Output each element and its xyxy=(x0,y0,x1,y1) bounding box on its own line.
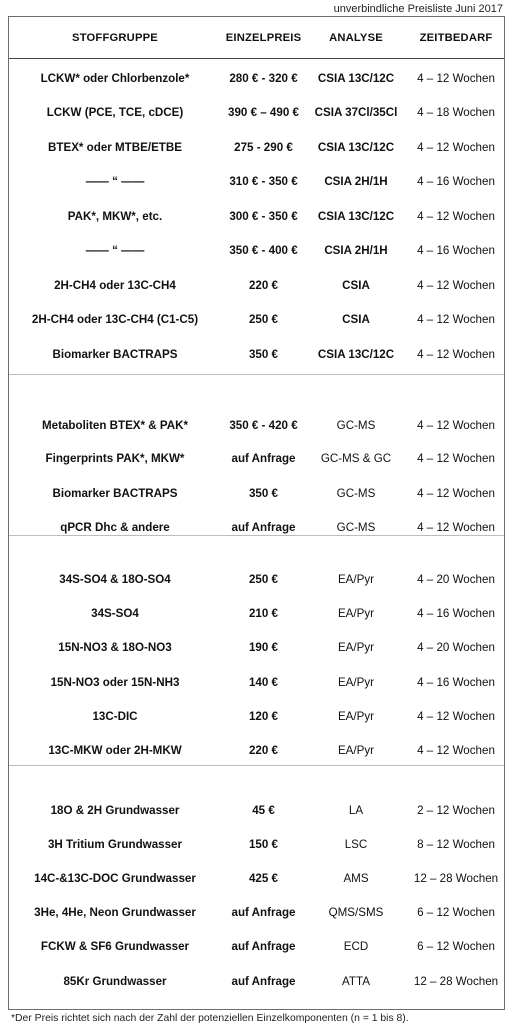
einzelpreis-cell: 300 € - 350 € xyxy=(229,209,298,223)
zeitbedarf-cell: 4 – 12 Wochen xyxy=(417,209,495,223)
analyse-cell: EA/Pyr xyxy=(337,743,375,757)
einzelpreis-cell: 190 € xyxy=(248,640,278,654)
stoffgruppe-cell: —— “ —— xyxy=(85,174,145,188)
zeitbedarf-cell: 4 – 18 Wochen xyxy=(417,105,495,119)
einzelpreis-cell: 275 - 290 € xyxy=(234,140,293,154)
stoffgruppe-cell: LCKW* oder Chlorbenzole* xyxy=(40,71,190,85)
zeitbedarf-cell: 4 – 12 Wochen xyxy=(417,71,495,85)
analyse-cell: GC-MS & GC xyxy=(320,451,392,465)
analyse-cell: QMS/SMS xyxy=(328,905,384,919)
table-row xyxy=(9,740,504,760)
stoffgruppe-cell: 2H-CH4 oder 13C-CH4 xyxy=(54,278,176,292)
zeitbedarf-cell: 4 – 12 Wochen xyxy=(417,312,495,326)
einzelpreis-cell: 425 € xyxy=(248,871,278,885)
table-row xyxy=(9,483,504,503)
einzelpreis-cell: 45 € xyxy=(252,803,275,817)
analyse-cell: CSIA 13C/12C xyxy=(317,140,395,154)
einzelpreis-cell: 280 € - 320 € xyxy=(229,71,298,85)
table-row xyxy=(9,171,504,191)
analyse-cell: GC-MS xyxy=(336,486,376,500)
stoffgruppe-cell: 34S-SO4 & 18O-SO4 xyxy=(59,572,171,586)
zeitbedarf-cell: 4 – 16 Wochen xyxy=(417,243,495,257)
table-row xyxy=(9,902,504,922)
table-row xyxy=(9,415,504,435)
table-row xyxy=(9,309,504,329)
analyse-cell: LSC xyxy=(344,837,368,851)
stoffgruppe-cell: PAK*, MKW*, etc. xyxy=(67,209,163,223)
analyse-cell: CSIA 2H/1H xyxy=(324,243,388,257)
zeitbedarf-cell: 4 – 12 Wochen xyxy=(417,347,495,361)
einzelpreis-cell: auf Anfrage xyxy=(231,939,296,953)
einzelpreis-cell: 310 € - 350 € xyxy=(229,174,298,188)
header-einzelpreis: EINZELPREIS xyxy=(225,32,302,44)
table-row xyxy=(9,569,504,589)
zeitbedarf-cell: 12 – 28 Wochen xyxy=(413,974,499,988)
zeitbedarf-cell: 4 – 12 Wochen xyxy=(417,743,495,757)
zeitbedarf-cell: 4 – 16 Wochen xyxy=(417,675,495,689)
einzelpreis-cell: 250 € xyxy=(248,572,278,586)
header-zeitbedarf: ZEITBEDARF xyxy=(419,32,493,44)
header-stoffgruppe: STOFFGRUPPE xyxy=(72,32,158,44)
stoffgruppe-cell: 13C-DIC xyxy=(92,709,138,723)
stoffgruppe-cell: 15N-NO3 & 18O-NO3 xyxy=(58,640,172,654)
einzelpreis-cell: 350 € xyxy=(248,486,278,500)
zeitbedarf-cell: 6 – 12 Wochen xyxy=(417,905,495,919)
table-row xyxy=(9,68,504,88)
einzelpreis-cell: 220 € xyxy=(248,278,278,292)
zeitbedarf-cell: 4 – 12 Wochen xyxy=(417,140,495,154)
stoffgruppe-cell: 13C-MKW oder 2H-MKW xyxy=(48,743,182,757)
zeitbedarf-cell: 4 – 20 Wochen xyxy=(417,572,495,586)
zeitbedarf-cell: 4 – 20 Wochen xyxy=(417,640,495,654)
table-row xyxy=(9,868,504,888)
analyse-cell: LA xyxy=(348,803,364,817)
stoffgruppe-cell: 3H Tritium Grundwasser xyxy=(47,837,182,851)
table-row xyxy=(9,971,504,991)
table-row xyxy=(9,517,504,537)
table-row xyxy=(9,603,504,623)
group-divider xyxy=(9,535,504,536)
einzelpreis-cell: 150 € xyxy=(248,837,278,851)
einzelpreis-cell: 250 € xyxy=(248,312,278,326)
table-row xyxy=(9,706,504,726)
zeitbedarf-cell: 4 – 12 Wochen xyxy=(417,709,495,723)
einzelpreis-cell: auf Anfrage xyxy=(231,974,296,988)
table-row xyxy=(9,275,504,295)
price-list-note: unverbindliche Preisliste Juni 2017 xyxy=(333,3,503,15)
analyse-cell: ECD xyxy=(343,939,369,953)
einzelpreis-cell: 140 € xyxy=(248,675,278,689)
analyse-cell: CSIA 13C/12C xyxy=(317,209,395,223)
zeitbedarf-cell: 4 – 12 Wochen xyxy=(417,486,495,500)
stoffgruppe-cell: LCKW (PCE, TCE, cDCE) xyxy=(46,105,184,119)
analyse-cell: CSIA xyxy=(342,312,370,326)
zeitbedarf-cell: 2 – 12 Wochen xyxy=(417,803,495,817)
stoffgruppe-cell: 2H-CH4 oder 13C-CH4 (C1-C5) xyxy=(31,312,199,326)
analyse-cell: EA/Pyr xyxy=(337,606,375,620)
einzelpreis-cell: 350 € - 400 € xyxy=(229,243,298,257)
table-row xyxy=(9,344,504,364)
table-row xyxy=(9,936,504,956)
group-divider xyxy=(9,765,504,766)
price-table xyxy=(8,16,505,1010)
analyse-cell: CSIA 2H/1H xyxy=(324,174,388,188)
stoffgruppe-cell: —— “ —— xyxy=(85,243,145,257)
footnote: *Der Preis richtet sich nach der Zahl der potenziellen Einzelkomponenten (n = 1 bis 8). xyxy=(11,1013,409,1024)
analyse-cell: EA/Pyr xyxy=(337,572,375,586)
stoffgruppe-cell: Fingerprints PAK*, MKW* xyxy=(45,451,185,465)
analyse-cell: CSIA 37Cl/35Cl xyxy=(314,105,398,119)
stoffgruppe-cell: Biomarker BACTRAPS xyxy=(52,347,178,361)
header-divider xyxy=(9,58,504,59)
analyse-cell: EA/Pyr xyxy=(337,640,375,654)
einzelpreis-cell: 210 € xyxy=(248,606,278,620)
stoffgruppe-cell: 14C-&13C-DOC Grundwasser xyxy=(34,871,196,885)
zeitbedarf-cell: 8 – 12 Wochen xyxy=(417,837,495,851)
einzelpreis-cell: 390 € – 490 € xyxy=(228,105,299,119)
einzelpreis-cell: 120 € xyxy=(248,709,278,723)
zeitbedarf-cell: 4 – 16 Wochen xyxy=(417,174,495,188)
stoffgruppe-cell: Metaboliten BTEX* & PAK* xyxy=(41,418,188,432)
table-row xyxy=(9,834,504,854)
stoffgruppe-cell: 15N-NO3 oder 15N-NH3 xyxy=(50,675,180,689)
table-row xyxy=(9,102,504,122)
table-row xyxy=(9,240,504,260)
stoffgruppe-cell: qPCR Dhc & andere xyxy=(60,520,170,534)
stoffgruppe-cell: BTEX* oder MTBE/ETBE xyxy=(48,140,182,154)
analyse-cell: EA/Pyr xyxy=(337,709,375,723)
stoffgruppe-cell: 85Kr Grundwasser xyxy=(63,974,167,988)
zeitbedarf-cell: 4 – 12 Wochen xyxy=(417,451,495,465)
analyse-cell: AMS xyxy=(343,871,369,885)
einzelpreis-cell: auf Anfrage xyxy=(231,520,296,534)
analyse-cell: CSIA 13C/12C xyxy=(317,71,395,85)
einzelpreis-cell: auf Anfrage xyxy=(231,905,296,919)
zeitbedarf-cell: 4 – 16 Wochen xyxy=(417,606,495,620)
table-row xyxy=(9,637,504,657)
einzelpreis-cell: 350 € xyxy=(248,347,278,361)
zeitbedarf-cell: 12 – 28 Wochen xyxy=(413,871,499,885)
analyse-cell: ATTA xyxy=(342,974,370,988)
zeitbedarf-cell: 4 – 12 Wochen xyxy=(417,418,495,432)
table-header xyxy=(9,28,504,48)
einzelpreis-cell: 350 € - 420 € xyxy=(229,418,298,432)
analyse-cell: EA/Pyr xyxy=(337,675,375,689)
stoffgruppe-cell: 3He, 4He, Neon Grundwasser xyxy=(34,905,196,919)
table-row xyxy=(9,137,504,157)
group-divider xyxy=(9,374,504,375)
stoffgruppe-cell: 18O & 2H Grundwasser xyxy=(50,803,180,817)
zeitbedarf-cell: 4 – 12 Wochen xyxy=(417,278,495,292)
stoffgruppe-cell: Biomarker BACTRAPS xyxy=(52,486,178,500)
header-analyse: ANALYSE xyxy=(329,32,383,44)
stoffgruppe-cell: FCKW & SF6 Grundwasser xyxy=(40,939,190,953)
table-row xyxy=(9,206,504,226)
einzelpreis-cell: 220 € xyxy=(248,743,278,757)
table-row xyxy=(9,800,504,820)
zeitbedarf-cell: 6 – 12 Wochen xyxy=(417,939,495,953)
analyse-cell: GC-MS xyxy=(336,520,376,534)
zeitbedarf-cell: 4 – 12 Wochen xyxy=(417,520,495,534)
einzelpreis-cell: auf Anfrage xyxy=(231,451,296,465)
analyse-cell: CSIA 13C/12C xyxy=(317,347,395,361)
table-row xyxy=(9,448,504,468)
analyse-cell: GC-MS xyxy=(336,418,376,432)
table-row xyxy=(9,672,504,692)
stoffgruppe-cell: 34S-SO4 xyxy=(91,606,139,620)
analyse-cell: CSIA xyxy=(342,278,370,292)
